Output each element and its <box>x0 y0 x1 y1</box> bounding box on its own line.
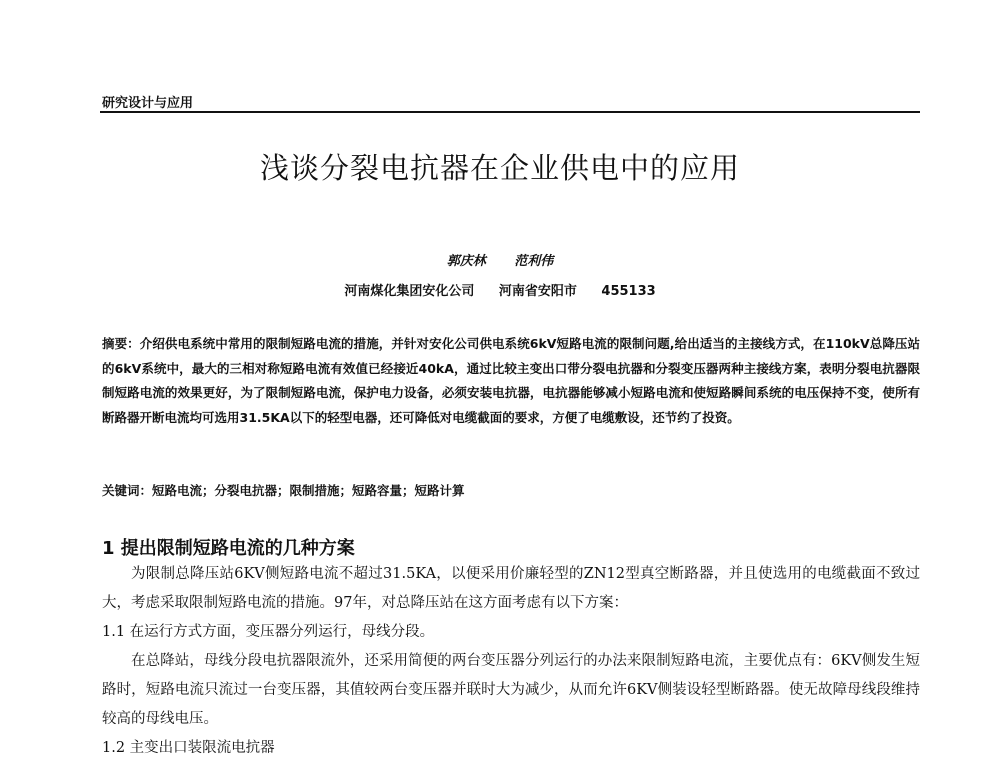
affiliation-postcode: 455133 <box>601 284 656 299</box>
section-heading: 1 提出限制短路电流的几种方案 <box>102 538 355 559</box>
author-name: 郭庆林 <box>446 254 486 269</box>
author-list <box>0 250 1000 269</box>
subsection-heading: 1.2 主变出口装限流电抗器 <box>102 740 275 756</box>
body-paragraph: 为限制总降压站6KV侧短路电流不超过31.5KA，以便采用价廉轻型的ZN12型真空断路器，并且使选用的电缆截面不致过大，考虑采取限制短路电流的措施。97年，对总降压站在这方面考虑有以下方案： <box>102 566 920 611</box>
running-header: 研究设计与应用 <box>102 96 194 111</box>
keywords: 关键词：短路电流；分裂电抗器；限制措施；短路容量；短路计算 <box>102 483 465 498</box>
author-name: 范利伟 <box>514 254 554 269</box>
paper-title: 浅谈分裂电抗器在企业供电中的应用 <box>259 151 740 185</box>
body-paragraph: 在总降站，母线分段电抗器限流外，还采用简便的两台变压器分列运行的办法来限制短路电流，主要优点有：6KV侧发生短路时，短路电流只流过一台变压器，其值较两台变压器并联时大为减少，从而允许6KV侧装设轻型断路器。使无故障母线段维持较高的母线电压。 <box>102 653 920 727</box>
affiliation-org: 河南煤化集团安化公司 <box>344 284 475 299</box>
subsection-heading: 1.1 在运行方式方面，变压器分列运行，母线分段。 <box>102 624 435 640</box>
header-rule <box>100 111 920 113</box>
abstract: 摘要：介绍供电系统中常用的限制短路电流的措施，并针对安化公司供电系统6kV短路电流的限制问题,给出适当的主接线方式，在110kV总降压站的6kV系统中，最大的三相对称短路电流有效值已经接近40kA，通过比较主变出口带分裂电抗器和分裂变压器两种主接线方案，表明分裂电抗器限制短路电流的效果更好，为了限制短路电流，保护电力设备，必须安装电抗器，电抗器能够减小短路电流和使短路瞬间系统的电压保持不变，使所有断路器开断电流均可选用31.5KA以下的轻型电器，还可降低对电缆截面的要求，方便了电缆敷设，还节约了投资。 <box>102 336 920 425</box>
affiliation-place: 河南省安阳市 <box>498 284 577 299</box>
affiliation <box>0 280 1000 299</box>
